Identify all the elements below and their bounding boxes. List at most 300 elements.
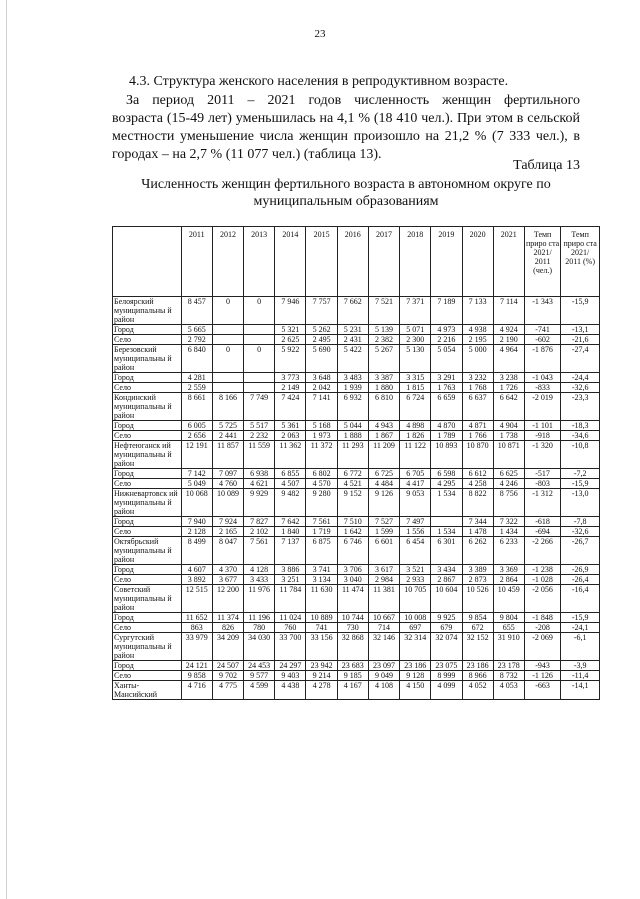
table-row (113, 479, 600, 489)
value-cell: 4 278 (306, 681, 337, 700)
value-cell: 23 097 (368, 661, 399, 671)
value-cell: -1 126 (524, 671, 560, 681)
row-label-cell: Село (113, 671, 182, 681)
value-cell: 4 973 (431, 325, 462, 335)
value-cell: 3 677 (212, 575, 243, 585)
value-cell: 741 (306, 623, 337, 633)
value-cell: 7 521 (368, 297, 399, 325)
value-cell: 6 724 (400, 393, 431, 421)
value-cell: 4 167 (337, 681, 368, 700)
value-cell: 1 973 (306, 431, 337, 441)
value-cell: 7 946 (275, 297, 306, 325)
value-cell: 2 873 (462, 575, 493, 585)
value-cell: 4 599 (244, 681, 275, 700)
header-cell: 2013 (244, 227, 275, 297)
value-cell: 3 483 (337, 373, 368, 383)
value-cell: 4 108 (368, 681, 399, 700)
table-row (113, 469, 600, 479)
value-cell: 3 433 (244, 575, 275, 585)
value-cell: 6 637 (462, 393, 493, 421)
fertile-women-table (112, 226, 600, 700)
row-label-cell: Город (113, 373, 182, 383)
value-cell: 4 258 (462, 479, 493, 489)
value-cell: 0 (244, 345, 275, 373)
value-cell: 780 (244, 623, 275, 633)
paragraph-line: местности уменьшение числа женщин произошло на 21,2 % (7 333 чел.), в (112, 129, 580, 144)
value-cell: -27,4 (561, 345, 600, 373)
row-label-cell: Село (113, 479, 182, 489)
value-cell: 4 246 (493, 479, 524, 489)
value-cell: 4 760 (212, 479, 243, 489)
value-cell (244, 373, 275, 383)
value-cell: 5 361 (275, 421, 306, 431)
value-cell: 1 642 (337, 527, 368, 537)
value-cell: 3 434 (431, 565, 462, 575)
value-cell: 11 474 (337, 585, 368, 613)
table-caption-line: Численность женщин фертильного возраста в автономном округе по (141, 177, 551, 192)
value-cell: 10 871 (493, 441, 524, 469)
value-cell: 8 966 (462, 671, 493, 681)
value-cell: -943 (524, 661, 560, 671)
value-cell: -15,9 (561, 613, 600, 623)
value-cell: 6 301 (431, 537, 462, 565)
value-cell: 4 964 (493, 345, 524, 373)
value-cell: 8 661 (181, 393, 212, 421)
table-row (113, 681, 600, 700)
table-row (113, 393, 600, 421)
value-cell: 2 431 (337, 335, 368, 345)
value-cell: 2 102 (244, 527, 275, 537)
value-cell: 7 757 (306, 297, 337, 325)
value-cell: -23,3 (561, 393, 600, 421)
header-cell: 2014 (275, 227, 306, 297)
row-label-cell: Село (113, 383, 182, 393)
table-row (113, 575, 600, 585)
value-cell: 6 659 (431, 393, 462, 421)
row-label-cell: Ханты-Мансийский (113, 681, 182, 700)
table-row (113, 441, 600, 469)
value-cell: -13,0 (561, 489, 600, 517)
header-cell: Темп приро ста 2021/ 2011 (%) (561, 227, 600, 297)
value-cell: 33 979 (181, 633, 212, 661)
value-cell: 11 381 (368, 585, 399, 613)
value-cell: 7 662 (337, 297, 368, 325)
value-cell: 0 (244, 297, 275, 325)
value-cell: 3 040 (337, 575, 368, 585)
table-row (113, 421, 600, 431)
value-cell: 760 (275, 623, 306, 633)
value-cell: -15,9 (561, 479, 600, 489)
value-cell: 4 370 (212, 565, 243, 575)
value-cell: 4 052 (462, 681, 493, 700)
paragraph-line: За период 2011 – 2021 годов численность женщин фертильного (126, 93, 580, 108)
value-cell: 34 030 (244, 633, 275, 661)
value-cell: 4 128 (244, 565, 275, 575)
value-cell: 8 499 (181, 537, 212, 565)
value-cell: 6 938 (244, 469, 275, 479)
table-row (113, 325, 600, 335)
value-cell: 9 854 (462, 613, 493, 623)
value-cell: 32 314 (400, 633, 431, 661)
value-cell: 24 453 (244, 661, 275, 671)
value-cell: 11 652 (181, 613, 212, 623)
value-cell: 1 840 (275, 527, 306, 537)
value-cell: 4 484 (368, 479, 399, 489)
value-cell: 9 929 (244, 489, 275, 517)
value-cell (431, 517, 462, 527)
value-cell: 2 195 (462, 335, 493, 345)
value-cell: 6 772 (337, 469, 368, 479)
value-cell: -32,6 (561, 383, 600, 393)
value-cell: 11 122 (400, 441, 431, 469)
value-cell: -34,6 (561, 431, 600, 441)
value-cell: -32,6 (561, 527, 600, 537)
value-cell: 4 898 (400, 421, 431, 431)
row-label-cell: Село (113, 335, 182, 345)
value-cell: 23 178 (493, 661, 524, 671)
value-cell: 24 121 (181, 661, 212, 671)
value-cell: 697 (400, 623, 431, 633)
value-cell: 4 870 (431, 421, 462, 431)
header-cell-name (113, 227, 182, 297)
value-cell: 24 507 (212, 661, 243, 671)
value-cell: 10 008 (400, 613, 431, 623)
value-cell: 10 459 (493, 585, 524, 613)
value-cell (212, 383, 243, 393)
value-cell: 2 559 (181, 383, 212, 393)
value-cell (212, 335, 243, 345)
value-cell: 1 763 (431, 383, 462, 393)
value-cell: 8 999 (431, 671, 462, 681)
value-cell: 4 570 (306, 479, 337, 489)
value-cell: -2 056 (524, 585, 560, 613)
value-cell: 10 744 (337, 613, 368, 623)
value-cell: -1 312 (524, 489, 560, 517)
value-cell: 31 910 (493, 633, 524, 661)
value-cell (244, 383, 275, 393)
value-cell: 2 864 (493, 575, 524, 585)
value-cell: 826 (212, 623, 243, 633)
row-label-cell: Город (113, 421, 182, 431)
value-cell: 7 097 (212, 469, 243, 479)
value-cell: -2 019 (524, 393, 560, 421)
row-label-cell: Березовский муниципальны й район (113, 345, 182, 373)
value-cell: 3 773 (275, 373, 306, 383)
value-cell: 7 137 (275, 537, 306, 565)
value-cell: -26,4 (561, 575, 600, 585)
value-cell: 5 422 (337, 345, 368, 373)
value-cell: 3 251 (275, 575, 306, 585)
value-cell: 33 156 (306, 633, 337, 661)
table-row (113, 431, 600, 441)
section-heading: 4.3. Структура женского населения в репродуктивном возрасте. (129, 74, 509, 89)
table-row (113, 517, 600, 527)
value-cell: 9 152 (337, 489, 368, 517)
value-cell: 6 875 (306, 537, 337, 565)
value-cell: -7,8 (561, 517, 600, 527)
table-caption (112, 176, 580, 210)
value-cell: 32 074 (431, 633, 462, 661)
value-cell: 1 534 (431, 489, 462, 517)
value-cell: 4 716 (181, 681, 212, 700)
row-label-cell: Октябрьский муниципальны й район (113, 537, 182, 565)
value-cell: 5 517 (244, 421, 275, 431)
row-label-cell: Город (113, 661, 182, 671)
value-cell: 5 267 (368, 345, 399, 373)
value-cell: 3 706 (337, 565, 368, 575)
table-row (113, 373, 600, 383)
value-cell: 9 185 (337, 671, 368, 681)
value-cell: 1 815 (400, 383, 431, 393)
value-cell: 11 976 (244, 585, 275, 613)
value-cell: -13,1 (561, 325, 600, 335)
value-cell: 1 599 (368, 527, 399, 537)
value-cell: 4 281 (181, 373, 212, 383)
value-cell: 1 726 (493, 383, 524, 393)
value-cell: 6 612 (462, 469, 493, 479)
value-cell: 1 534 (431, 527, 462, 537)
value-cell (244, 325, 275, 335)
value-cell: 4 938 (462, 325, 493, 335)
value-cell: 7 642 (275, 517, 306, 527)
value-cell: 1 556 (400, 527, 431, 537)
value-cell: 4 438 (275, 681, 306, 700)
row-label-cell: Село (113, 623, 182, 633)
value-cell: 2 792 (181, 335, 212, 345)
value-cell: 2 063 (275, 431, 306, 441)
value-cell: 9 858 (181, 671, 212, 681)
value-cell: 23 186 (400, 661, 431, 671)
value-cell: -741 (524, 325, 560, 335)
value-cell: 5 168 (306, 421, 337, 431)
value-cell: 8 166 (212, 393, 243, 421)
value-cell: 6 454 (400, 537, 431, 565)
value-cell: 3 892 (181, 575, 212, 585)
value-cell: 11 372 (306, 441, 337, 469)
value-cell: 32 146 (368, 633, 399, 661)
value-cell: 863 (181, 623, 212, 633)
value-cell: 11 362 (275, 441, 306, 469)
value-cell: 2 625 (275, 335, 306, 345)
value-cell: -24,1 (561, 623, 600, 633)
value-cell: 11 374 (212, 613, 243, 623)
value-cell: 9 804 (493, 613, 524, 623)
value-cell: 5 262 (306, 325, 337, 335)
value-cell: 4 943 (368, 421, 399, 431)
row-label-cell: Сургутский муниципальны й район (113, 633, 182, 661)
value-cell: 34 209 (212, 633, 243, 661)
header-cell: 2016 (337, 227, 368, 297)
value-cell: -663 (524, 681, 560, 700)
value-cell: 1 738 (493, 431, 524, 441)
value-cell: 7 142 (181, 469, 212, 479)
value-cell: -2 266 (524, 537, 560, 565)
value-cell: 7 527 (368, 517, 399, 527)
value-cell: 3 369 (493, 565, 524, 575)
value-cell: 3 315 (400, 373, 431, 383)
value-cell: 11 630 (306, 585, 337, 613)
value-cell: 10 604 (431, 585, 462, 613)
value-cell: 11 196 (244, 613, 275, 623)
value-cell (244, 335, 275, 345)
value-cell: 10 870 (462, 441, 493, 469)
value-cell (212, 373, 243, 383)
value-cell: 5 049 (181, 479, 212, 489)
value-cell: -918 (524, 431, 560, 441)
value-cell: -517 (524, 469, 560, 479)
value-cell: 7 497 (400, 517, 431, 527)
value-cell: -10,8 (561, 441, 600, 469)
value-cell: 5 321 (275, 325, 306, 335)
value-cell: 679 (431, 623, 462, 633)
value-cell: 9 049 (368, 671, 399, 681)
value-cell: 9 280 (306, 489, 337, 517)
value-cell: -1 043 (524, 373, 560, 383)
value-cell: 11 857 (212, 441, 243, 469)
value-cell: 9 925 (431, 613, 462, 623)
value-cell: 23 942 (306, 661, 337, 671)
value-cell: 12 515 (181, 585, 212, 613)
value-cell: -24,4 (561, 373, 600, 383)
value-cell: 6 601 (368, 537, 399, 565)
value-cell: 24 297 (275, 661, 306, 671)
value-cell: 7 424 (275, 393, 306, 421)
row-label-cell: Кондинский муниципальны й район (113, 393, 182, 421)
value-cell: 6 725 (368, 469, 399, 479)
table-number-label: Таблица 13 (513, 158, 580, 173)
header-cell: 2015 (306, 227, 337, 297)
value-cell: 3 741 (306, 565, 337, 575)
value-cell: 6 932 (337, 393, 368, 421)
value-cell: 6 233 (493, 537, 524, 565)
value-cell: 2 656 (181, 431, 212, 441)
value-cell: 1 434 (493, 527, 524, 537)
value-cell: 2 149 (275, 383, 306, 393)
value-cell: 7 133 (462, 297, 493, 325)
value-cell: 3 291 (431, 373, 462, 383)
table-row (113, 623, 600, 633)
value-cell: 4 607 (181, 565, 212, 575)
value-cell: 10 705 (400, 585, 431, 613)
value-cell: 672 (462, 623, 493, 633)
value-cell: 4 417 (400, 479, 431, 489)
value-cell: 2 867 (431, 575, 462, 585)
header-cell: 2018 (400, 227, 431, 297)
table-row (113, 661, 600, 671)
value-cell: 7 510 (337, 517, 368, 527)
value-cell: 2 441 (212, 431, 243, 441)
row-label-cell: Село (113, 431, 182, 441)
value-cell: 3 238 (493, 373, 524, 383)
table-row (113, 489, 600, 517)
value-cell: -18,3 (561, 421, 600, 431)
value-cell: 1 478 (462, 527, 493, 537)
value-cell: 7 371 (400, 297, 431, 325)
value-cell: 10 667 (368, 613, 399, 623)
value-cell: 11 784 (275, 585, 306, 613)
value-cell: 8 732 (493, 671, 524, 681)
value-cell: -2 069 (524, 633, 560, 661)
value-cell: 5 000 (462, 345, 493, 373)
value-cell: 6 598 (431, 469, 462, 479)
header-cell: 2011 (181, 227, 212, 297)
value-cell: -208 (524, 623, 560, 633)
value-cell: -7,2 (561, 469, 600, 479)
value-cell: 12 191 (181, 441, 212, 469)
table-row (113, 335, 600, 345)
value-cell: 5 665 (181, 325, 212, 335)
value-cell: 3 521 (400, 565, 431, 575)
value-cell: -15,9 (561, 297, 600, 325)
page-edge (6, 0, 7, 899)
value-cell: 11 559 (244, 441, 275, 469)
page-number: 23 (314, 28, 326, 40)
value-cell: 10 889 (306, 613, 337, 623)
value-cell: 6 840 (181, 345, 212, 373)
value-cell: 2 216 (431, 335, 462, 345)
value-cell: 7 114 (493, 297, 524, 325)
value-cell: -602 (524, 335, 560, 345)
value-cell: 8 756 (493, 489, 524, 517)
value-cell: 4 521 (337, 479, 368, 489)
value-cell: 6 802 (306, 469, 337, 479)
value-cell: -26,9 (561, 565, 600, 575)
value-cell: -1 848 (524, 613, 560, 623)
row-label-cell: Город (113, 517, 182, 527)
value-cell: 11 293 (337, 441, 368, 469)
value-cell: 2 232 (244, 431, 275, 441)
value-cell: -833 (524, 383, 560, 393)
row-label-cell: Белоярский муниципальны й район (113, 297, 182, 325)
table-row (113, 671, 600, 681)
value-cell: 8 047 (212, 537, 243, 565)
value-cell: 9 214 (306, 671, 337, 681)
value-cell: 0 (212, 297, 243, 325)
value-cell: 9 482 (275, 489, 306, 517)
value-cell: 714 (368, 623, 399, 633)
value-cell: 4 871 (462, 421, 493, 431)
value-cell: 7 924 (212, 517, 243, 527)
value-cell: 2 300 (400, 335, 431, 345)
value-cell: 1 766 (462, 431, 493, 441)
value-cell: 4 295 (431, 479, 462, 489)
table-row (113, 613, 600, 623)
header-cell: 2020 (462, 227, 493, 297)
table-row (113, 585, 600, 613)
value-cell: 1 888 (337, 431, 368, 441)
row-label-cell: Город (113, 613, 182, 623)
value-cell: 1 939 (337, 383, 368, 393)
value-cell: -6,1 (561, 633, 600, 661)
value-cell: 10 893 (431, 441, 462, 469)
value-cell: 9 403 (275, 671, 306, 681)
table-row (113, 537, 600, 565)
value-cell: 6 855 (275, 469, 306, 479)
table-row (113, 345, 600, 373)
value-cell: 10 068 (181, 489, 212, 517)
value-cell: -3,9 (561, 661, 600, 671)
value-cell: 4 775 (212, 681, 243, 700)
value-cell: 1 789 (431, 431, 462, 441)
value-cell: -16,4 (561, 585, 600, 613)
value-cell: -1 028 (524, 575, 560, 585)
header-cell: 2021 (493, 227, 524, 297)
value-cell: -26,7 (561, 537, 600, 565)
paragraph-line: городах – на 2,7 % (11 077 чел.) (таблица 13). (112, 147, 382, 162)
value-cell: -1 343 (524, 297, 560, 325)
value-cell: 3 387 (368, 373, 399, 383)
table-header-row (113, 227, 600, 297)
